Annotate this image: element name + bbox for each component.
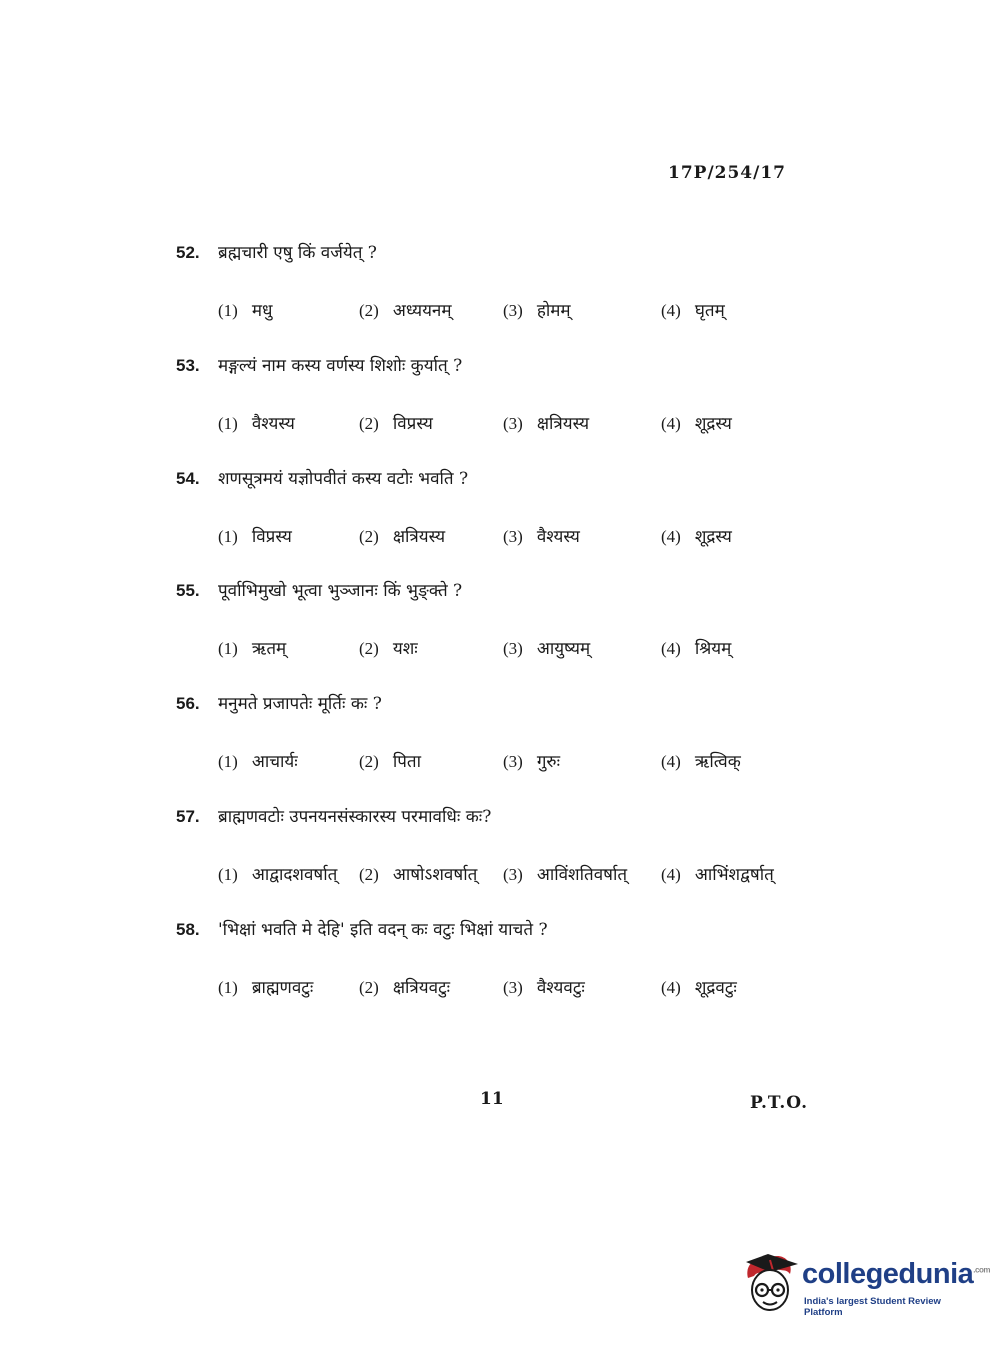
options-row: [176, 298, 876, 328]
option-number: (2): [359, 414, 379, 433]
question-line: [176, 353, 876, 383]
option-text: ऋतम्: [251, 639, 287, 659]
option-text: शूद्रस्य: [694, 414, 732, 434]
option-1: [218, 749, 298, 772]
option-1: [218, 636, 286, 659]
mascot-icon: [740, 1250, 800, 1320]
option-text: शूद्रस्य: [694, 527, 732, 547]
option-text: मधु: [251, 301, 273, 321]
option-text: क्षत्रियस्य: [536, 414, 590, 434]
question-line: [176, 691, 876, 721]
option-3: [503, 298, 571, 321]
option-number: (1): [218, 639, 238, 658]
question-number: 57.: [176, 807, 200, 826]
collegedunia-logo: [740, 1250, 990, 1320]
option-text: आद्वादशवर्षात्: [251, 865, 338, 885]
question-number: 54.: [176, 469, 200, 488]
option-4: [661, 298, 725, 321]
options-row: [176, 524, 876, 554]
question-text: 'भिक्षां भवति मे देहि' इति वदन् कः वटुः भिक्षां याचते ?: [218, 920, 548, 940]
option-number: (1): [218, 752, 238, 771]
option-number: (3): [503, 865, 523, 884]
option-3: [503, 411, 589, 434]
page-number: 11: [480, 1089, 504, 1109]
option-2: [359, 524, 445, 547]
question-block: [176, 578, 876, 666]
question-block: [176, 691, 876, 779]
question-block: [176, 804, 876, 892]
option-1: [218, 524, 292, 547]
option-1: [218, 862, 337, 885]
option-text: आयुष्यम्: [536, 639, 591, 659]
paper-code: 17P/254/17: [668, 163, 787, 183]
question-number: 53.: [176, 356, 200, 375]
option-number: (2): [359, 978, 379, 997]
question-text: पूर्वाभिमुखो भूत्वा भुञ्जानः किं भुङ्क्ते ?: [218, 581, 463, 601]
option-1: [218, 298, 272, 321]
question-number: 52.: [176, 243, 200, 262]
option-3: [503, 636, 590, 659]
option-number: (4): [661, 639, 681, 658]
option-number: (4): [661, 414, 681, 433]
option-2: [359, 749, 421, 772]
option-text: अध्ययनम्: [392, 301, 452, 321]
question-block: [176, 917, 876, 1005]
option-4: [661, 862, 774, 885]
question-line: [176, 466, 876, 496]
option-3: [503, 975, 585, 998]
option-number: (2): [359, 301, 379, 320]
option-text: आषोऽशवर्षात्: [392, 865, 478, 885]
question-text: ब्राह्मणवटोः उपनयनसंस्कारस्य परमावधिः कः?: [218, 807, 492, 827]
question-text: मङ्गल्यं नाम कस्य वर्णस्य शिशोः कुर्यात् ?: [218, 356, 463, 376]
question-text: ब्रह्मचारी एषु किं वर्जयेत् ?: [218, 243, 377, 263]
option-text: क्षत्रियस्य: [392, 527, 446, 547]
question-block: [176, 353, 876, 441]
question-text: शणसूत्रमयं यज्ञोपवीतं कस्य वटोः भवति ?: [218, 469, 469, 489]
option-text: आचार्यः: [251, 752, 298, 772]
brand-name: collegedunia$^{.com}$: [802, 1258, 990, 1290]
option-number: (3): [503, 414, 523, 433]
options-row: [176, 411, 876, 441]
option-number: (1): [218, 865, 238, 884]
option-4: [661, 975, 737, 998]
question-line: [176, 804, 876, 834]
options-row: [176, 975, 876, 1005]
option-2: [359, 636, 418, 659]
option-number: (4): [661, 527, 681, 546]
option-number: (3): [503, 978, 523, 997]
question-number: 55.: [176, 581, 200, 600]
option-number: (1): [218, 301, 238, 320]
option-number: (4): [661, 752, 681, 771]
option-text: श्रियम्: [694, 639, 732, 659]
question-block: [176, 240, 876, 328]
option-number: (2): [359, 865, 379, 884]
option-number: (3): [503, 527, 523, 546]
options-row: [176, 636, 876, 666]
question-number: 56.: [176, 694, 200, 713]
option-2: [359, 975, 450, 998]
option-3: [503, 749, 560, 772]
pto-label: P.T.O.: [750, 1093, 808, 1113]
question-text: मनुमते प्रजापतेः मूर्तिः कः ?: [218, 694, 382, 714]
option-text: विप्रस्य: [392, 414, 433, 434]
option-1: [218, 411, 295, 434]
option-text: विप्रस्य: [251, 527, 292, 547]
option-text: पिता: [392, 752, 421, 772]
option-3: [503, 524, 580, 547]
question-line: [176, 240, 876, 270]
option-text: आभिंशद्वर्षात्: [694, 865, 774, 885]
option-number: (3): [503, 639, 523, 658]
brand-tagline: India's largest Student Review Platform: [804, 1296, 941, 1318]
option-text: घृतम्: [694, 301, 725, 321]
options-row: [176, 862, 876, 892]
option-number: (3): [503, 752, 523, 771]
question-number: 58.: [176, 920, 200, 939]
option-2: [359, 862, 477, 885]
question-line: [176, 578, 876, 608]
option-text: होमम्: [536, 301, 571, 321]
option-4: [661, 411, 732, 434]
option-number: (3): [503, 301, 523, 320]
option-text: शूद्रवटुः: [694, 978, 737, 998]
option-text: ब्राह्मणवटुः: [251, 978, 314, 998]
option-2: [359, 411, 433, 434]
option-number: (2): [359, 527, 379, 546]
question-block: [176, 466, 876, 554]
option-number: (4): [661, 301, 681, 320]
option-number: (4): [661, 865, 681, 884]
option-4: [661, 749, 741, 772]
question-line: [176, 917, 876, 947]
option-4: [661, 636, 731, 659]
option-text: गुरुः: [536, 752, 560, 772]
option-2: [359, 298, 452, 321]
option-1: [218, 975, 313, 998]
option-number: (4): [661, 978, 681, 997]
option-number: (1): [218, 414, 238, 433]
option-number: (1): [218, 527, 238, 546]
option-text: वैश्यस्य: [251, 414, 295, 434]
option-4: [661, 524, 732, 547]
option-text: ऋत्विक्: [694, 752, 741, 772]
option-number: (2): [359, 752, 379, 771]
option-text: यशः: [392, 639, 418, 659]
option-number: (2): [359, 639, 379, 658]
option-text: वैश्यस्य: [536, 527, 580, 547]
option-text: आविंशतिवर्षात्: [536, 865, 628, 885]
option-number: (1): [218, 978, 238, 997]
option-3: [503, 862, 627, 885]
option-text: क्षत्रियवटुः: [392, 978, 451, 998]
options-row: [176, 749, 876, 779]
option-text: वैश्यवटुः: [536, 978, 585, 998]
